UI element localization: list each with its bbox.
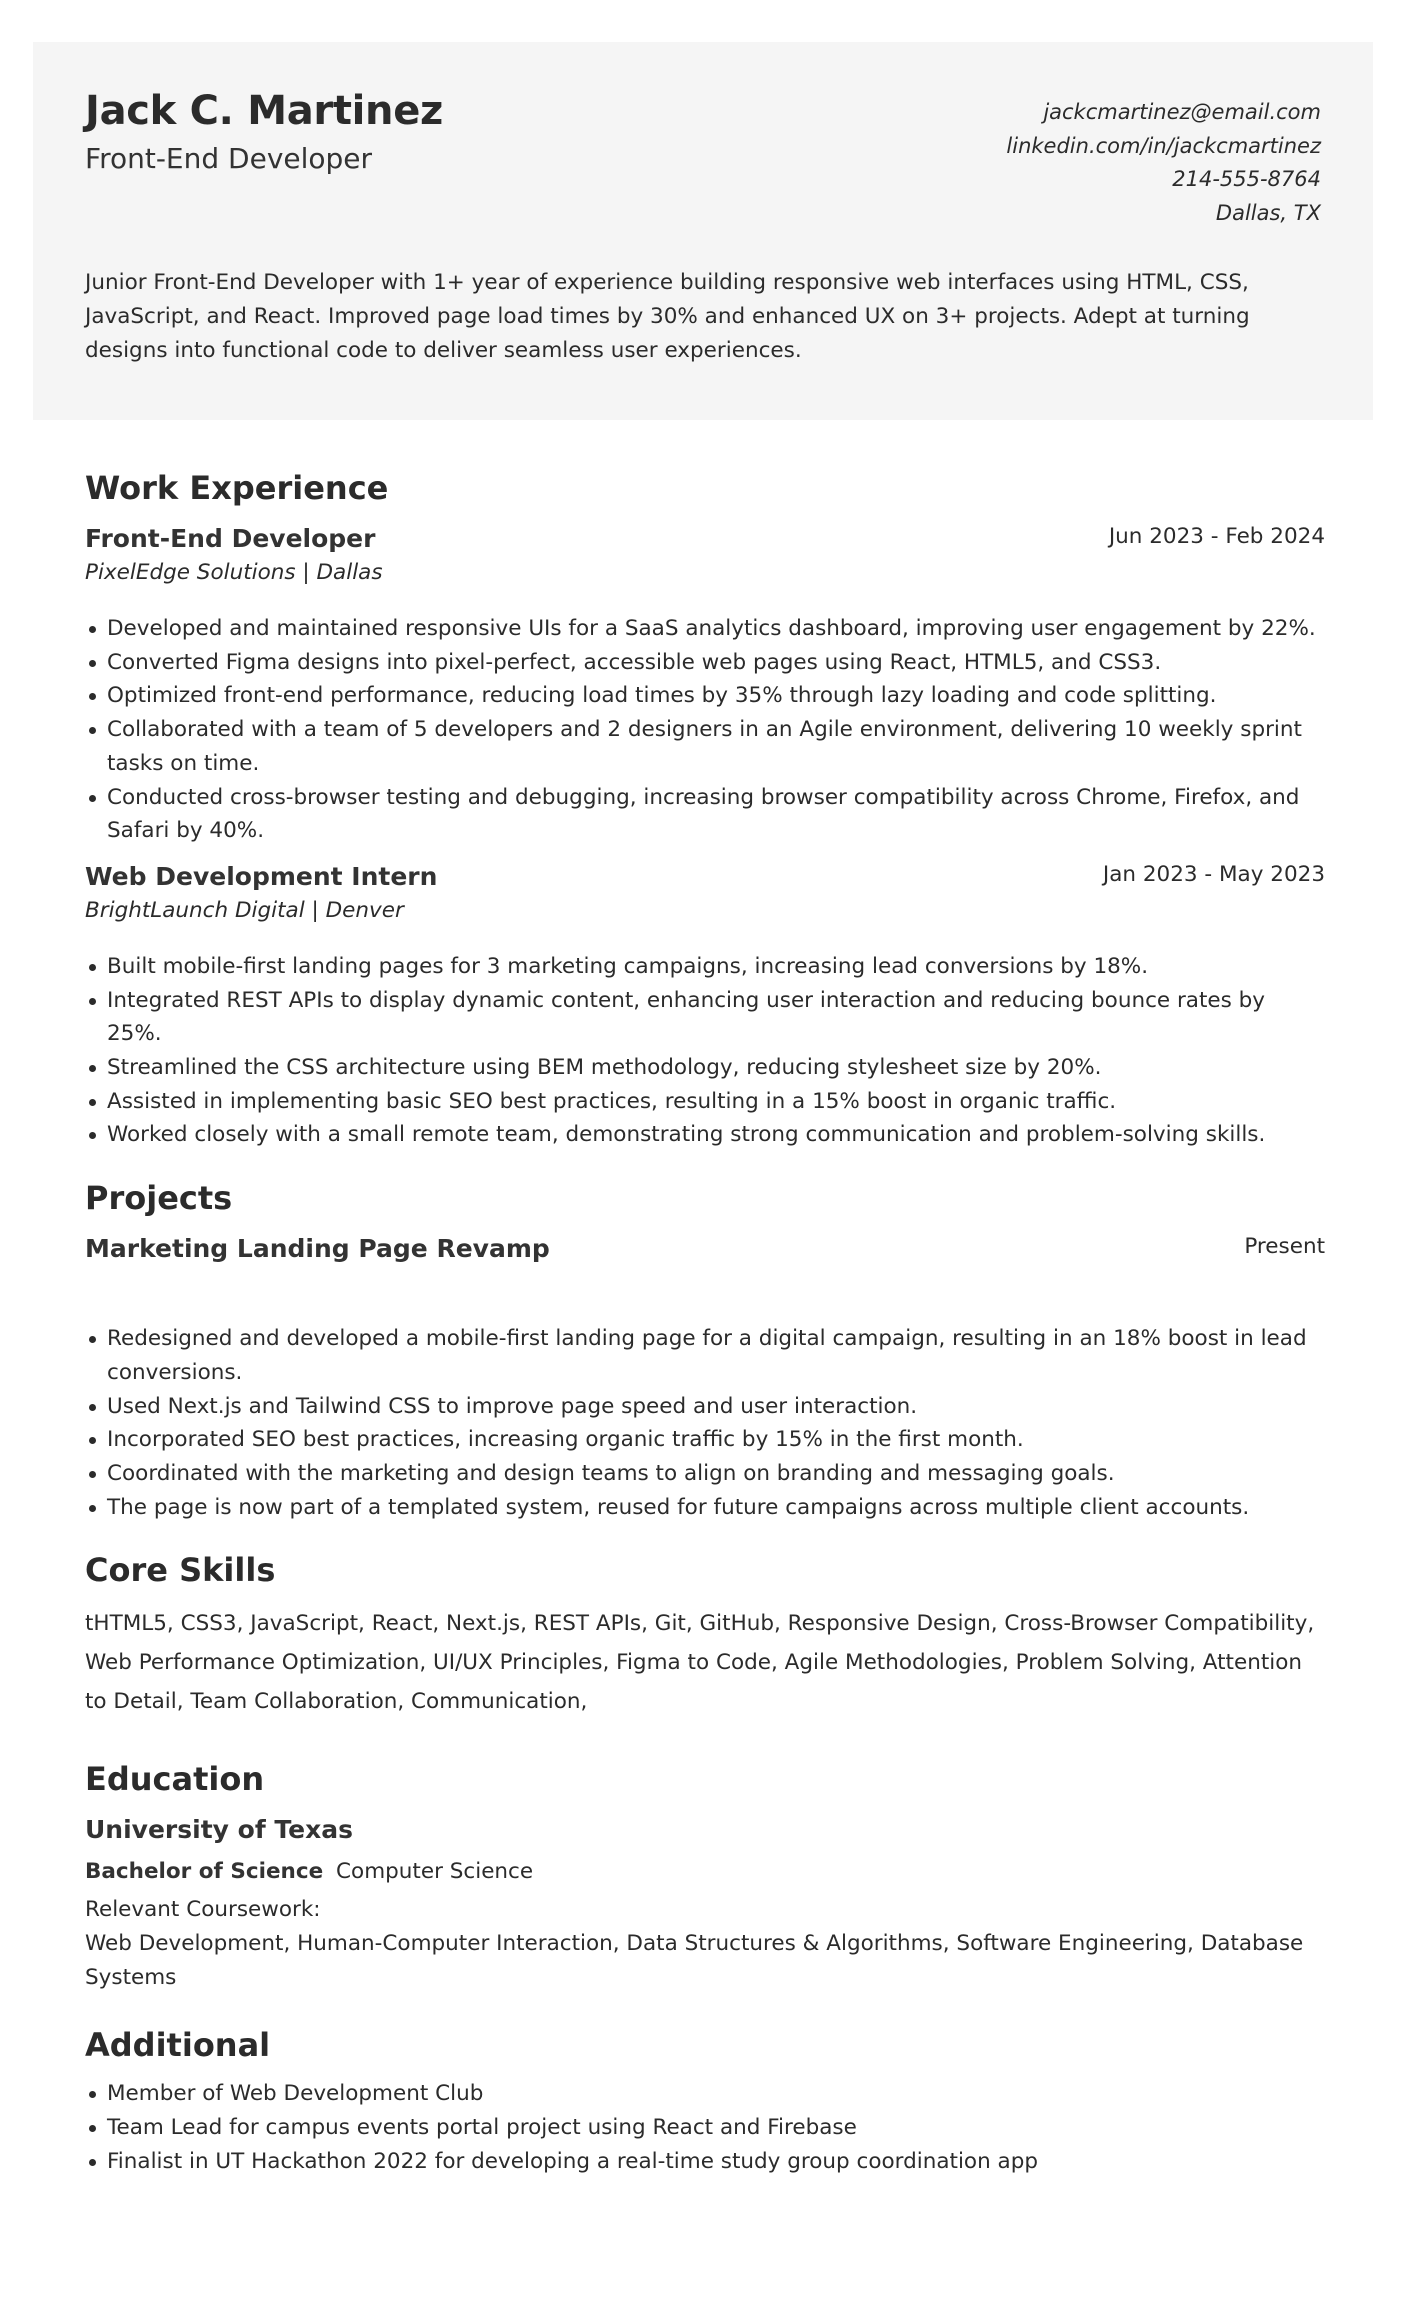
list-item: Conducted cross-browser testing and debugging, increasing browser compatibility across Chrome, Firefox, and Safari by 40%. <box>85 781 1325 848</box>
contact-phone: 214-555-8764 <box>1172 167 1321 191</box>
skills-list: tHTML5, CSS3, JavaScript, React, Next.js, REST APIs, Git, GitHub, Responsive Design, Cross-Browser Compatibility, Web Performance Optimization, UI/UX Principles, Figma to Code, Agile Methodologies, Problem Solving, Attention to Detail, Team Collaboration, Communication, <box>85 1611 1315 1715</box>
resume-header <box>33 42 1373 420</box>
contact-email[interactable]: jackcmartinez@email.com <box>1043 100 1321 124</box>
job-title: Web Development Intern <box>85 861 438 891</box>
project-title: Marketing Landing Page Revamp <box>85 1234 550 1264</box>
list-item: Redesigned and developed a mobile-first landing page for a digital campaign, resulting in an 18% boost in lead conversions. <box>85 1322 1325 1389</box>
projects-section <box>85 1172 1325 1524</box>
section-title-projects: Projects <box>85 1179 233 1218</box>
contact-linkedin[interactable]: linkedin.com/in/jackcmartinez <box>1006 133 1321 158</box>
education-section <box>85 1753 1325 1995</box>
additional-bullets <box>85 2077 1325 2178</box>
candidate-name: Jack C. Martinez <box>85 88 444 134</box>
list-item: Used Next.js and Tailwind CSS to improve page speed and user interaction. <box>85 1390 1325 1424</box>
section-title-additional: Additional <box>85 2026 271 2065</box>
degree-field: Computer Science <box>336 1859 534 1885</box>
degree-name: Bachelor of Science <box>85 1859 324 1885</box>
list-item: Integrated REST APIs to display dynamic content, enhancing user interaction and reducing bounce rates by 25%. <box>85 984 1325 1051</box>
professional-summary: Junior Front-End Developer with 1+ year of experience building responsive web interfaces using HTML, CSS, JavaScript, and React. Improved page load times by 30% and enhanced UX on 3+ projects. Adept at turning designs into functional code to deliver seamless user experiences. <box>85 270 1250 363</box>
job-date: Jan 2023 - May 2023 <box>1102 861 1325 887</box>
work-experience-section <box>85 462 1325 1152</box>
list-item: Worked closely with a small remote team, demonstrating strong communication and problem-solving skills. <box>85 1118 1325 1152</box>
additional-section <box>85 2019 1325 2178</box>
list-item: Coordinated with the marketing and design teams to align on branding and messaging goals. <box>85 1457 1325 1491</box>
list-item: The page is now part of a templated system, reused for future campaigns across multiple client accounts. <box>85 1491 1325 1525</box>
project-bullets <box>85 1322 1325 1524</box>
list-item: Developed and maintained responsive UIs for a SaaS analytics dashboard, improving user engagement by 22%. <box>85 612 1325 646</box>
list-item: Member of Web Development Club <box>85 2077 1325 2111</box>
project-header <box>85 1232 1325 1266</box>
contact-info <box>1006 96 1321 230</box>
list-item: Optimized front-end performance, reducing load times by 35% through lazy loading and code splitting. <box>85 679 1325 713</box>
job-bullets <box>85 950 1325 1152</box>
coursework-label: Relevant Coursework: <box>85 1897 321 1923</box>
job-entry <box>85 522 1325 848</box>
job-header <box>85 522 1325 556</box>
section-title-work: Work Experience <box>85 469 389 507</box>
list-item: Assisted in implementing basic SEO best practices, resulting in a 15% boost in organic traffic. <box>85 1085 1325 1119</box>
list-item: Collaborated with a team of 5 developers and 2 designers in an Agile environment, delivering 10 weekly sprint tasks on time. <box>85 713 1325 780</box>
project-date: Present <box>1244 1234 1325 1260</box>
job-company: PixelEdge Solutions | Dallas <box>85 560 383 585</box>
coursework-list: Web Development, Human-Computer Interaction, Data Structures & Algorithms, Software Engineering, Database Systems <box>85 1931 1304 1991</box>
list-item: Streamlined the CSS architecture using BEM methodology, reducing stylesheet size by 20%. <box>85 1051 1325 1085</box>
skills-section <box>85 1544 1325 1721</box>
job-title: Front-End Developer <box>85 524 376 553</box>
job-date: Jun 2023 - Feb 2024 <box>1108 524 1325 549</box>
job-company: BrightLaunch Digital | Denver <box>85 897 404 923</box>
project-entry <box>85 1232 1325 1524</box>
section-title-education: Education <box>85 1760 265 1799</box>
list-item: Finalist in UT Hackathon 2022 for developing a real-time study group coordination app <box>85 2145 1325 2179</box>
list-item: Built mobile-first landing pages for 3 marketing campaigns, increasing lead conversions by 18%. <box>85 950 1325 984</box>
candidate-role: Front-End Developer <box>85 142 373 175</box>
list-item: Team Lead for campus events portal project using React and Firebase <box>85 2111 1325 2145</box>
job-header <box>85 860 1325 894</box>
degree-line <box>85 1855 1325 1889</box>
job-entry <box>85 860 1325 1152</box>
list-item: Incorporated SEO best practices, increasing organic traffic by 15% in the first month. <box>85 1423 1325 1457</box>
job-bullets <box>85 612 1325 848</box>
section-title-skills: Core Skills <box>85 1551 276 1590</box>
contact-location: Dallas, TX <box>1215 200 1321 225</box>
resume-body <box>85 462 1325 2178</box>
list-item: Converted Figma designs into pixel-perfect, accessible web pages using React, HTML5, and CSS3. <box>85 646 1325 680</box>
school-name: University of Texas <box>85 1815 353 1845</box>
